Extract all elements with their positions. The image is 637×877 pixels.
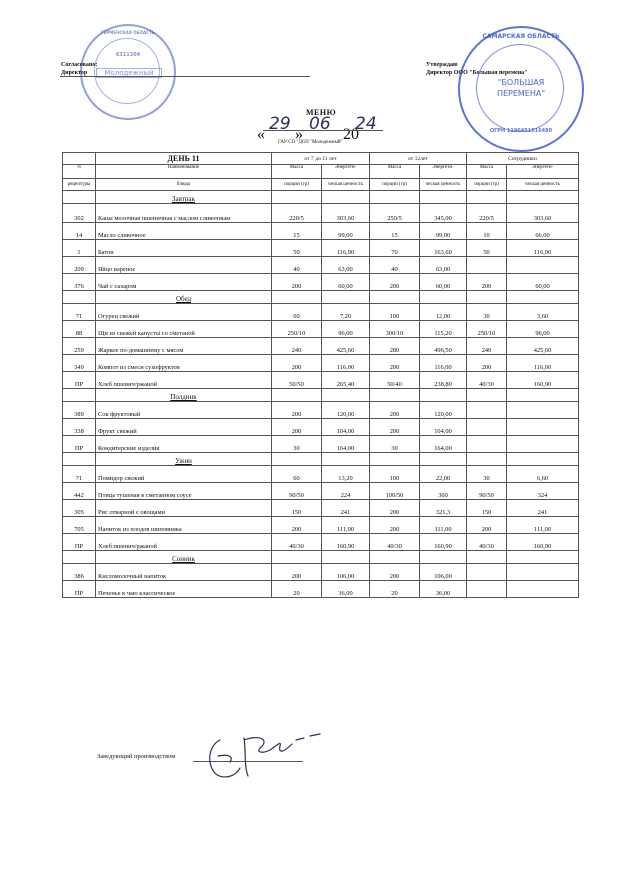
table-header-row-2 bbox=[63, 165, 579, 179]
mass-7-11: 40 bbox=[272, 257, 322, 274]
section-row bbox=[63, 191, 579, 204]
mass-staff: 200 bbox=[467, 517, 507, 534]
mass-7-11: 15 bbox=[272, 223, 322, 240]
recipe-number: 14 bbox=[63, 223, 96, 240]
mass-staff bbox=[467, 564, 507, 581]
mass-12: 200 bbox=[370, 564, 420, 581]
mass-7-11: 50/50 bbox=[272, 372, 322, 389]
energy-staff: 116,00 bbox=[507, 355, 579, 372]
mass-7-11: 50 bbox=[272, 240, 322, 257]
mass-7-11: 200 bbox=[272, 419, 322, 436]
mass-staff: 40/30 bbox=[467, 534, 507, 551]
date-month: 06 bbox=[309, 114, 331, 134]
energy-7-11: 7,20 bbox=[322, 304, 370, 321]
table-row bbox=[63, 223, 579, 240]
table-row bbox=[63, 436, 579, 453]
energy-7-11: 160,90 bbox=[322, 534, 370, 551]
energy-staff: 111,00 bbox=[507, 517, 579, 534]
col-no-subheader: рецептуры bbox=[63, 179, 96, 191]
energy-12: 111,00 bbox=[420, 517, 467, 534]
energy-7-11: 241 bbox=[322, 500, 370, 517]
col-energy-subheader: ческая ценность bbox=[322, 179, 370, 191]
table-row bbox=[63, 500, 579, 517]
energy-7-11: 116,00 bbox=[322, 355, 370, 372]
col-mass-header: Масса bbox=[370, 165, 420, 179]
table-row bbox=[63, 304, 579, 321]
energy-staff bbox=[507, 436, 579, 453]
group-12: от 12лет bbox=[370, 153, 467, 165]
energy-7-11: 63,00 bbox=[322, 257, 370, 274]
mass-12: 30 bbox=[370, 436, 420, 453]
mass-12: 200 bbox=[370, 402, 420, 419]
energy-12: 106,00 bbox=[420, 564, 467, 581]
recipe-number: ПР bbox=[63, 372, 96, 389]
menu-table bbox=[62, 152, 579, 598]
section-row bbox=[63, 291, 579, 304]
mass-staff: 250/10 bbox=[467, 321, 507, 338]
recipe-number: ПР bbox=[63, 436, 96, 453]
mass-7-11: 20 bbox=[272, 581, 322, 598]
table-row bbox=[63, 564, 579, 581]
mass-staff bbox=[467, 402, 507, 419]
dish-name: Батон bbox=[96, 240, 272, 257]
recipe-number: 305 bbox=[63, 500, 96, 517]
mass-12: 100 bbox=[370, 466, 420, 483]
energy-staff bbox=[507, 257, 579, 274]
recipe-number: 349 bbox=[63, 355, 96, 372]
group-7-11: от 7 до 11 лет bbox=[272, 153, 370, 165]
mass-staff: 10 bbox=[467, 223, 507, 240]
energy-staff: 66,00 bbox=[507, 223, 579, 240]
recipe-number: 1 bbox=[63, 240, 96, 257]
col-mass-subheader: порции (гр) bbox=[272, 179, 322, 191]
energy-7-11: 99,00 bbox=[322, 223, 370, 240]
left-stamp-ring-text: ГЕРМЕНСКАЯ ОБЛАСТЬ bbox=[101, 30, 155, 35]
mass-12: 20 bbox=[370, 581, 420, 598]
mass-7-11: 240 bbox=[272, 338, 322, 355]
mass-7-11: 200 bbox=[272, 517, 322, 534]
mass-staff bbox=[467, 436, 507, 453]
energy-7-11: 104,00 bbox=[322, 419, 370, 436]
approval-left-line2: Директор bbox=[61, 70, 88, 76]
dish-name: Масло сливочное bbox=[96, 223, 272, 240]
recipe-number: 209 bbox=[63, 257, 96, 274]
recipe-number: 386 bbox=[63, 564, 96, 581]
section-row bbox=[63, 389, 579, 402]
energy-staff: 6,60 bbox=[507, 466, 579, 483]
energy-12: 12,00 bbox=[420, 304, 467, 321]
energy-7-11: 106,00 bbox=[322, 564, 370, 581]
mass-12: 200 bbox=[370, 419, 420, 436]
right-stamp-numbers: ОГРН 1196451016480 bbox=[489, 128, 553, 134]
organization-line: ГАУ СО "ДОЛ "Молодежный" bbox=[278, 140, 343, 145]
footer-signature-label: Заведующий производством bbox=[97, 753, 176, 760]
mass-7-11: 250/10 bbox=[272, 321, 322, 338]
approval-right-line1: Утверждаю bbox=[426, 62, 458, 68]
dish-name: Жаркое по-домашнему с мясом bbox=[96, 338, 272, 355]
dish-name: Кондитерские изделия bbox=[96, 436, 272, 453]
energy-staff: 3,60 bbox=[507, 304, 579, 321]
table-row bbox=[63, 517, 579, 534]
energy-staff bbox=[507, 419, 579, 436]
recipe-number: 442 bbox=[63, 483, 96, 500]
mass-12: 40/30 bbox=[370, 534, 420, 551]
section-title: Обед bbox=[175, 295, 192, 303]
mass-staff: 90/50 bbox=[467, 483, 507, 500]
right-stamp-center-line2: ПЕРЕМЕНА" bbox=[496, 89, 546, 98]
recipe-number: 376 bbox=[63, 274, 96, 291]
mass-12: 100 bbox=[370, 304, 420, 321]
recipe-number: 88 bbox=[63, 321, 96, 338]
energy-12: 115,20 bbox=[420, 321, 467, 338]
energy-7-11: 116,90 bbox=[322, 240, 370, 257]
section-row bbox=[63, 551, 579, 564]
table-row bbox=[63, 274, 579, 291]
energy-12: 496,50 bbox=[420, 338, 467, 355]
approval-right-line2: Директор ООО "Большая перемена" bbox=[426, 70, 528, 76]
section-title: Ужин bbox=[175, 457, 192, 465]
energy-12: 60,00 bbox=[420, 274, 467, 291]
mass-12: 200 bbox=[370, 355, 420, 372]
energy-staff: 116,90 bbox=[507, 240, 579, 257]
dish-name: Птица тушеная в сметанном соусе bbox=[96, 483, 272, 500]
mass-12: 200 bbox=[370, 517, 420, 534]
dish-name: Хлеб пшенич/ржаной bbox=[96, 534, 272, 551]
table-row bbox=[63, 372, 579, 389]
energy-12: 99,00 bbox=[420, 223, 467, 240]
table-row bbox=[63, 355, 579, 372]
dish-name: Сок фруктовый bbox=[96, 402, 272, 419]
dish-name: Напиток из плодов шиповника bbox=[96, 517, 272, 534]
col-mass-subheader: порции (гр) bbox=[467, 179, 507, 191]
energy-12: 163,60 bbox=[420, 240, 467, 257]
col-mass-header: Масса bbox=[272, 165, 322, 179]
mass-staff bbox=[467, 257, 507, 274]
right-approval-stamp bbox=[458, 26, 584, 152]
recipe-number: 71 bbox=[63, 304, 96, 321]
energy-staff: 324 bbox=[507, 483, 579, 500]
mass-12: 250/5 bbox=[370, 204, 420, 223]
dish-name: Чай с сахаром bbox=[96, 274, 272, 291]
dish-name: Компот из смеси сухофруктов bbox=[96, 355, 272, 372]
date-day: 29 bbox=[269, 114, 291, 134]
col-no-header: N bbox=[63, 165, 96, 179]
mass-12: 280 bbox=[370, 338, 420, 355]
mass-7-11: 200 bbox=[272, 274, 322, 291]
energy-12: 116,00 bbox=[420, 355, 467, 372]
mass-12: 40 bbox=[370, 257, 420, 274]
section-row bbox=[63, 453, 579, 466]
mass-staff: 200 bbox=[467, 355, 507, 372]
mass-staff: 40/30 bbox=[467, 372, 507, 389]
dish-name: Щи из свежей капусты со сметаной bbox=[96, 321, 272, 338]
mass-staff bbox=[467, 419, 507, 436]
mass-staff: 200 bbox=[467, 274, 507, 291]
energy-staff bbox=[507, 564, 579, 581]
left-stamp-center-text: Молодежный bbox=[96, 68, 162, 78]
energy-12: 360 bbox=[420, 483, 467, 500]
mass-12: 70 bbox=[370, 240, 420, 257]
mass-7-11: 200 bbox=[272, 355, 322, 372]
recipe-number: 389 bbox=[63, 402, 96, 419]
mass-staff: 30 bbox=[467, 304, 507, 321]
left-stamp-numbers: 6311304 bbox=[115, 52, 141, 58]
mass-7-11: 60 bbox=[272, 466, 322, 483]
col-energy-header: Энергети- bbox=[322, 165, 370, 179]
mass-12: 15 bbox=[370, 223, 420, 240]
energy-staff: 160,90 bbox=[507, 372, 579, 389]
energy-12: 160,90 bbox=[420, 534, 467, 551]
col-mass-header: Масса bbox=[467, 165, 507, 179]
table-row bbox=[63, 321, 579, 338]
col-name-subheader: блюда bbox=[96, 179, 272, 191]
approval-left-line1: Согласовано: bbox=[61, 62, 98, 68]
table-row bbox=[63, 338, 579, 355]
mass-staff: 220/5 bbox=[467, 204, 507, 223]
mass-12: 200 bbox=[370, 500, 420, 517]
col-energy-subheader: ческая ценность bbox=[420, 179, 467, 191]
col-energy-subheader: ческая ценность bbox=[507, 179, 579, 191]
table-row bbox=[63, 581, 579, 598]
mass-7-11: 200 bbox=[272, 564, 322, 581]
table-row bbox=[63, 240, 579, 257]
energy-7-11: 164,00 bbox=[322, 436, 370, 453]
energy-staff: 160,90 bbox=[507, 534, 579, 551]
menu-date: « 29 » 06 20 24 bbox=[257, 118, 387, 132]
energy-7-11: 224 bbox=[322, 483, 370, 500]
section-title: Завтрак bbox=[172, 195, 195, 203]
energy-12: 345,00 bbox=[420, 204, 467, 223]
approval-left bbox=[61, 61, 97, 77]
mass-staff bbox=[467, 581, 507, 598]
recipe-number: ПР bbox=[63, 581, 96, 598]
table-row bbox=[63, 257, 579, 274]
dish-name: Фрукт свежий bbox=[96, 419, 272, 436]
section-title: Полдник bbox=[170, 393, 197, 401]
mass-7-11: 150 bbox=[272, 500, 322, 517]
energy-7-11: 96,00 bbox=[322, 321, 370, 338]
menu-body bbox=[63, 191, 579, 598]
recipe-number: 338 bbox=[63, 419, 96, 436]
table-row bbox=[63, 466, 579, 483]
energy-12: 22,00 bbox=[420, 466, 467, 483]
group-staff: Сотрудники bbox=[467, 153, 579, 165]
mass-7-11: 60 bbox=[272, 304, 322, 321]
right-stamp-ring-text: САМАРСКАЯ ОБЛАСТЬ bbox=[482, 33, 560, 40]
mass-7-11: 90/50 bbox=[272, 483, 322, 500]
day-title: ДЕНЬ 11 bbox=[96, 153, 272, 165]
energy-7-11: 120,00 bbox=[322, 402, 370, 419]
energy-7-11: 303,60 bbox=[322, 204, 370, 223]
mass-12: 50/40 bbox=[370, 372, 420, 389]
mass-7-11: 200 bbox=[272, 402, 322, 419]
approval-right bbox=[426, 61, 527, 77]
recipe-number: 705 bbox=[63, 517, 96, 534]
energy-staff: 96,00 bbox=[507, 321, 579, 338]
menu-title: МЕНЮ bbox=[306, 108, 337, 117]
dish-name: Печенье к чаю классическое bbox=[96, 581, 272, 598]
dish-name: Хлеб пшенич/ржаной bbox=[96, 372, 272, 389]
table-header-row-3 bbox=[63, 179, 579, 191]
mass-7-11: 40/30 bbox=[272, 534, 322, 551]
dish-name: Каша молочная пшеничная с маслом сливочным bbox=[96, 204, 272, 223]
mass-12: 200 bbox=[370, 274, 420, 291]
table-row bbox=[63, 419, 579, 436]
dish-name: Рис отварной с овощами bbox=[96, 500, 272, 517]
col-name-header: Наименование bbox=[96, 165, 272, 179]
recipe-number: 259 bbox=[63, 338, 96, 355]
energy-staff: 425,60 bbox=[507, 338, 579, 355]
table-row bbox=[63, 204, 579, 223]
energy-12: 120,00 bbox=[420, 402, 467, 419]
right-stamp-center-line1: "БОЛЬШАЯ bbox=[497, 78, 545, 87]
recipe-number: 71 bbox=[63, 466, 96, 483]
right-stamp-inner-ring bbox=[476, 44, 564, 132]
mass-12: 300/10 bbox=[370, 321, 420, 338]
table-header-row-1 bbox=[63, 153, 579, 165]
energy-12: 164,00 bbox=[420, 436, 467, 453]
energy-staff bbox=[507, 402, 579, 419]
table-row bbox=[63, 534, 579, 551]
approval-left-underline bbox=[60, 76, 310, 77]
date-year: 24 bbox=[355, 114, 377, 134]
handwritten-signature bbox=[200, 730, 330, 785]
col-mass-subheader: порции (гр) bbox=[370, 179, 420, 191]
dish-name: Яйцо вареное bbox=[96, 257, 272, 274]
energy-7-11: 60,00 bbox=[322, 274, 370, 291]
mass-staff: 30 bbox=[467, 466, 507, 483]
mass-staff: 50 bbox=[467, 240, 507, 257]
col-energy-header: Энергети- bbox=[420, 165, 467, 179]
col-energy-header: Энергети- bbox=[507, 165, 579, 179]
dish-name: Помидор свежий bbox=[96, 466, 272, 483]
energy-7-11: 265,40 bbox=[322, 372, 370, 389]
dish-name: Кисломолочный напиток bbox=[96, 564, 272, 581]
energy-7-11: 425,60 bbox=[322, 338, 370, 355]
energy-12: 36,00 bbox=[420, 581, 467, 598]
table-row bbox=[63, 483, 579, 500]
energy-staff bbox=[507, 581, 579, 598]
mass-7-11: 30 bbox=[272, 436, 322, 453]
energy-12: 321,3 bbox=[420, 500, 467, 517]
energy-12: 238,80 bbox=[420, 372, 467, 389]
energy-staff: 60,00 bbox=[507, 274, 579, 291]
mass-12: 100/50 bbox=[370, 483, 420, 500]
energy-staff: 241 bbox=[507, 500, 579, 517]
table-row bbox=[63, 402, 579, 419]
mass-staff: 240 bbox=[467, 338, 507, 355]
mass-7-11: 220/5 bbox=[272, 204, 322, 223]
energy-staff: 303,60 bbox=[507, 204, 579, 223]
energy-12: 104,00 bbox=[420, 419, 467, 436]
dish-name: Огурец свежий bbox=[96, 304, 272, 321]
mass-staff: 150 bbox=[467, 500, 507, 517]
recipe-number: ПР bbox=[63, 534, 96, 551]
energy-7-11: 13,20 bbox=[322, 466, 370, 483]
energy-7-11: 111,00 bbox=[322, 517, 370, 534]
section-title: Сонник bbox=[172, 555, 195, 563]
energy-7-11: 36,00 bbox=[322, 581, 370, 598]
recipe-number: 302 bbox=[63, 204, 96, 223]
energy-12: 63,00 bbox=[420, 257, 467, 274]
